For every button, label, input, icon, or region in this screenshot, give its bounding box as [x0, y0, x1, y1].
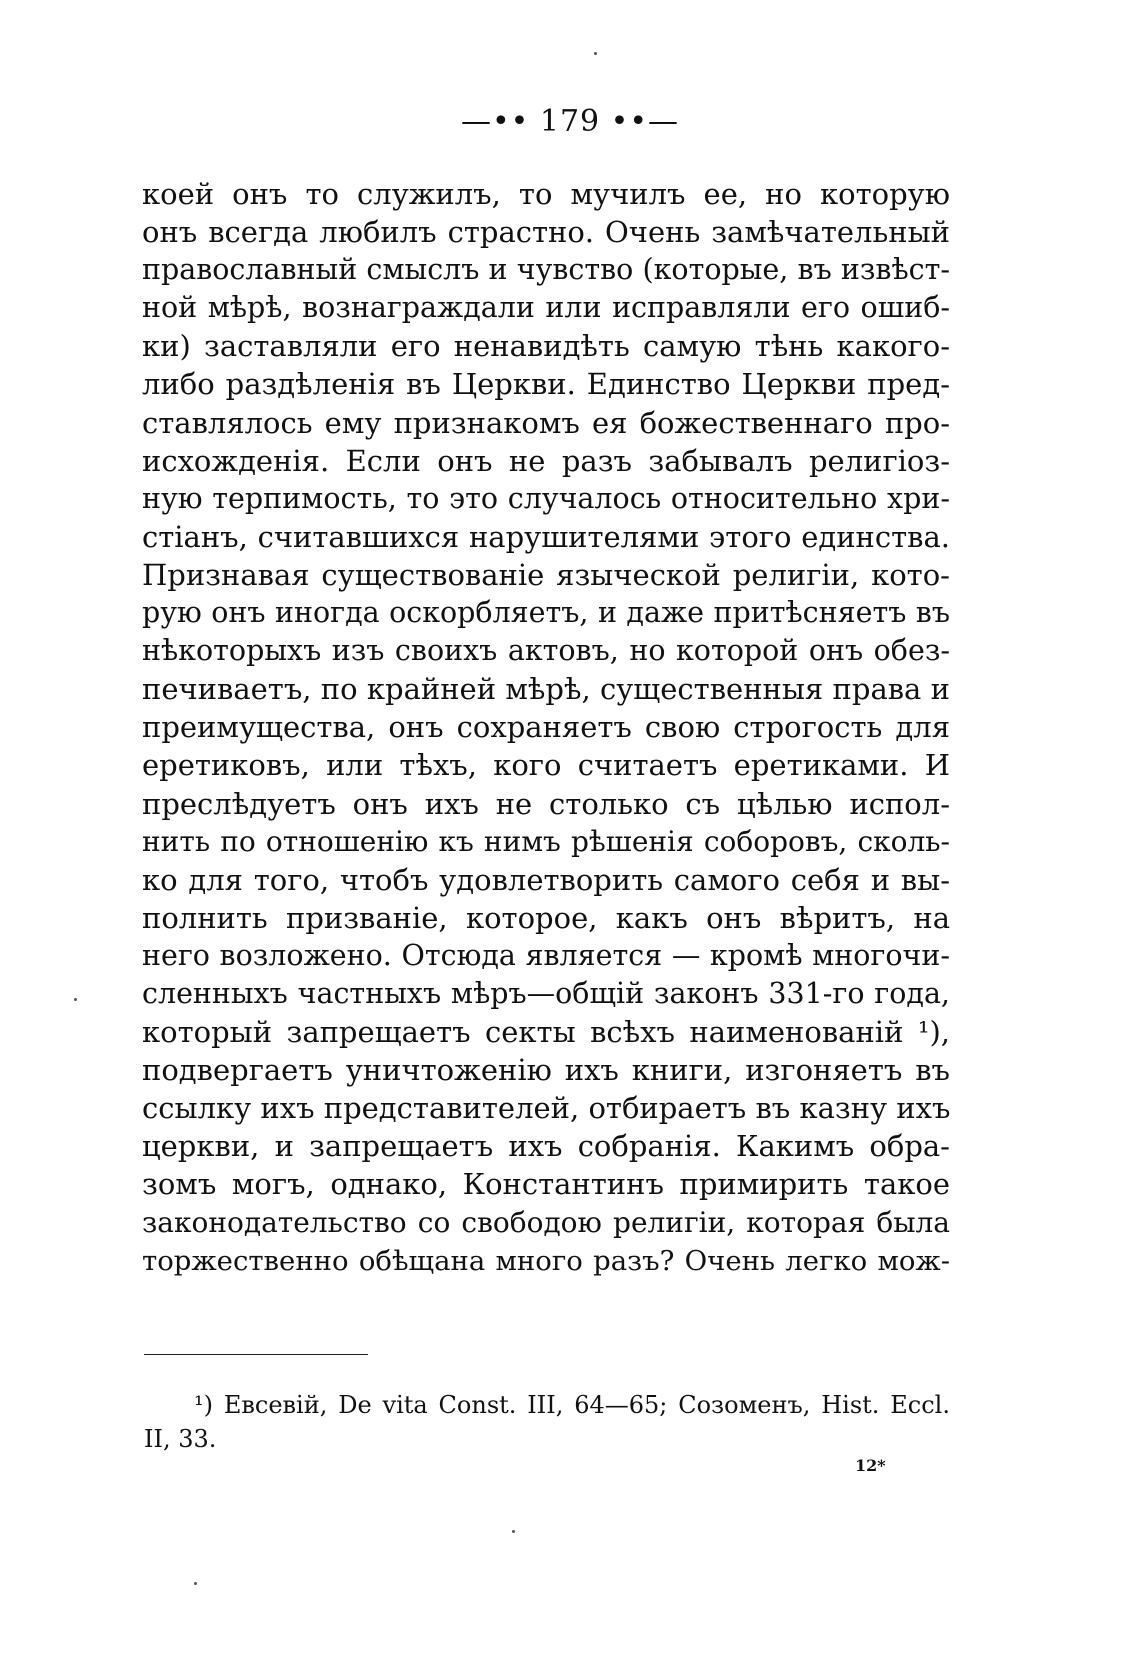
text-line: который запрещаетъ секты всѣхъ наименованій ¹), — [142, 1015, 950, 1050]
scan-speck — [512, 1530, 515, 1533]
text-line: церкви, и запрещаетъ ихъ собранія. Какимъ обра- — [142, 1129, 950, 1164]
footnote-divider — [144, 1354, 368, 1355]
scan-speck — [74, 998, 77, 1001]
text-line: православный смыслъ и чувство (которые, въ извѣст- — [142, 253, 950, 287]
text-line: еретиковъ, или тѣхъ, кого считаетъ еретиками. И — [142, 748, 950, 783]
text-line: торжественно обѣщана много разъ? Очень легко мож- — [142, 1244, 950, 1277]
text-line: рую онъ иногда оскорбляетъ, и даже притѣсняетъ въ — [142, 596, 950, 630]
text-line: коей онъ то служилъ, то мучилъ ее, но которую — [142, 177, 950, 211]
main-text — [142, 175, 950, 1280]
text-line: подвергаетъ уничтоженію ихъ книги, изгоняетъ въ — [142, 1053, 950, 1088]
scan-speck — [594, 52, 597, 55]
printer-signature: 12* — [855, 1456, 886, 1475]
text-line: ссылку ихъ представителей, отбираетъ въ казну ихъ — [142, 1091, 951, 1126]
text-line: либо раздѣленія въ Церкви. Единство Церкви пред- — [142, 367, 950, 402]
footnote — [144, 1388, 950, 1456]
text-line: зомъ могъ, однако, Константинъ примирить такое — [142, 1167, 950, 1202]
text-line: него возложено. Отсюда является — кромѣ многочи- — [142, 938, 950, 972]
footnote-line: ¹) Евсевій, De vita Const. III, 64—65; Созоменъ, Hist. Eccl. — [194, 1391, 950, 1419]
text-line: ко для того, чтобъ удовлетворить самого себя и вы- — [142, 862, 950, 897]
scan-speck — [194, 1582, 197, 1585]
text-line: ной мѣрѣ, вознаграждали или исправляли его ошиб- — [142, 291, 950, 325]
text-line: стіанъ, считавшихся нарушителями этого единства. — [142, 519, 950, 554]
page-number: —•• 179 ••— — [460, 104, 680, 139]
text-line: ную терпимость, то это случалось относительно хри- — [142, 481, 950, 515]
text-line: нѣкоторыхъ изъ своихъ актовъ, но которой онъ обез- — [142, 634, 950, 668]
text-line: ставлялось ему признакомъ ея божественнаго про- — [142, 405, 950, 440]
text-line: преслѣдуетъ онъ ихъ не столько съ цѣлью испол- — [142, 786, 950, 821]
text-line: ки) заставляли его ненавидѣть самую тѣнь какого- — [142, 329, 950, 364]
footnote-line: II, 33. — [144, 1425, 217, 1453]
text-line: преимущества, онъ сохраняетъ свою строгость для — [142, 710, 950, 745]
text-line: Признавая существованіе языческой религіи, кото- — [142, 557, 950, 592]
text-line: онъ всегда любилъ страстно. Очень замѣчательный — [142, 215, 950, 250]
text-line: нить по отношенію къ нимъ рѣшенія соборовъ, сколь- — [142, 824, 950, 858]
text-line: исхожденія. Если онъ не разъ забывалъ религіоз- — [142, 443, 950, 478]
text-line: законодательство со свободою религіи, которая была — [142, 1205, 950, 1239]
text-line: полнить призваніе, которое, какъ онъ вѣритъ, на — [142, 900, 950, 935]
text-line: сленныхъ частныхъ мѣръ—общій законъ 331-го года, — [142, 976, 950, 1010]
text-line: печиваетъ, по крайней мѣрѣ, существенныя права и — [142, 672, 950, 707]
